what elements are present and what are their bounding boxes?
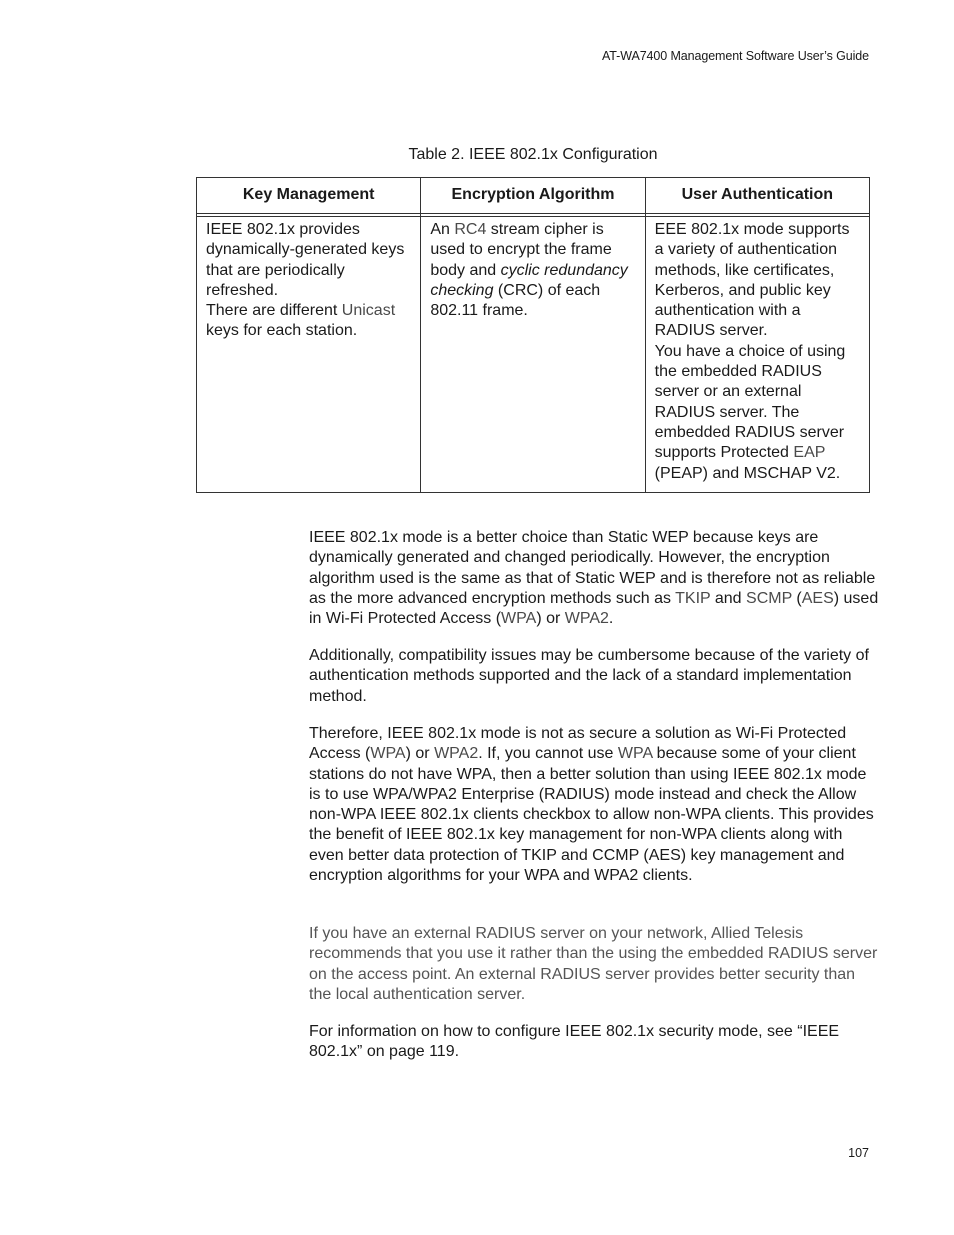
note-external-radius — [309, 924, 879, 1005]
user-auth-text-1: EEE 802.1x mode supports a variety of authentication methods, like certificates, Kerberos, and public key authentication with a RADIUS server. — [654, 221, 850, 340]
cell-user-authentication — [645, 217, 869, 493]
rc4-link[interactable]: RC4 — [454, 221, 487, 238]
table-caption: Table 2. IEEE 802.1x Configuration — [408, 146, 658, 163]
wpa2-link[interactable]: WPA2 — [434, 745, 479, 763]
wpa-link[interactable]: WPA — [370, 745, 406, 763]
paragraph-compatibility — [309, 646, 879, 707]
para3-text-3: . If, you cannot use — [478, 745, 618, 763]
page-number: 107 — [848, 1146, 869, 1160]
user-auth-text-3: (PEAP) and MSCHAP V2. — [654, 464, 841, 482]
para5-text: For information on how to configure IEEE 802.1x security mode, see “IEEE 802.1x” on page 119. — [309, 1023, 840, 1061]
unicast-link[interactable]: Unicast — [341, 302, 396, 320]
wpa-link[interactable]: WPA — [501, 610, 537, 628]
encryption-italic: cyclic redundancy checking — [430, 261, 628, 299]
paragraph-recommendation — [309, 724, 879, 886]
table-row — [197, 217, 870, 493]
header-encryption-algorithm: Encryption Algorithm — [421, 178, 645, 214]
para3-text-1: Therefore, IEEE 802.1x mode is not as secure a solution as Wi-Fi Protected Access ( — [309, 725, 847, 763]
key-mgmt-text-1: IEEE 802.1x provides dynamically-generated keys that are periodically refreshed. — [206, 221, 405, 299]
para1-text-2: and — [710, 589, 747, 607]
table-header-row — [197, 178, 870, 214]
para1-text-4: ) used in Wi-Fi Protected Access ( — [309, 589, 879, 628]
encryption-text-2: stream cipher is used to encrypt the frame body and — [430, 221, 612, 279]
para1-text-3: ( — [791, 589, 802, 607]
config-table — [196, 177, 870, 493]
para1-text-1: IEEE 802.1x mode is a better choice than Static WEP because keys are dynamically generated and changed periodically. However, the encryption algorithm used is the same as that of Static WEP and is therefore not as reliable as the more advanced encryption methods such as — [309, 529, 876, 607]
para4-text: If you have an external RADIUS server on your network, Allied Telesis recommends that you use it rather than the using the embedded RADIUS server on the access point. An external RADIUS server provides better security than the local authentication server. — [309, 925, 878, 1003]
header-key-management: Key Management — [197, 178, 421, 214]
key-mgmt-text-3: keys for each station. — [206, 322, 358, 340]
eap-link[interactable]: EAP — [793, 444, 826, 462]
wpa-link-2[interactable]: WPA — [617, 745, 653, 763]
paragraph-comparison — [309, 528, 879, 629]
tkip-link[interactable]: TKIP — [675, 589, 711, 607]
user-auth-text-2: You have a choice of using the embedded RADIUS server or an external RADIUS server. The embedded RADIUS server supports Protected — [654, 342, 846, 462]
encryption-text-3: (CRC) of each 802.11 frame. — [430, 281, 601, 320]
key-mgmt-text-2: There are different — [206, 302, 342, 320]
para1-text-6: . — [608, 610, 614, 628]
para3-text-2: ) or — [405, 745, 435, 763]
para1-text-5: ) or — [536, 610, 565, 628]
paragraph-see-also — [309, 1022, 879, 1063]
encryption-text-1: An — [430, 221, 455, 238]
header-user-authentication: User Authentication — [645, 178, 869, 214]
para2-text: Additionally, compatibility issues may be cumbersome because of the variety of authentication methods supported and the lack of a standard implementation method. — [309, 647, 869, 705]
cell-encryption-algorithm — [421, 217, 645, 493]
para3-text-4: because some of your client stations do not have WPA, then a better solution than using IEEE 802.1x mode is to use WPA/WPA2 Enterprise (RADIUS) mode instead and check the Allow non-WPA IEEE 802.1x clients checkbox to allow non-WPA clients. This provides the benefit of IEEE 802.1x key management for non-WPA clients along with even better data protection of TKIP and CCMP (AES) key management and encryption algorithms for your WPA and WPA2 clients. — [309, 745, 874, 885]
running-header: AT-WA7400 Management Software User’s Guide — [602, 49, 869, 63]
scmp-link[interactable]: SCMP — [746, 589, 792, 607]
cell-key-management — [197, 217, 421, 493]
aes-link[interactable]: AES — [801, 589, 834, 607]
wpa2-link[interactable]: WPA2 — [564, 610, 609, 628]
